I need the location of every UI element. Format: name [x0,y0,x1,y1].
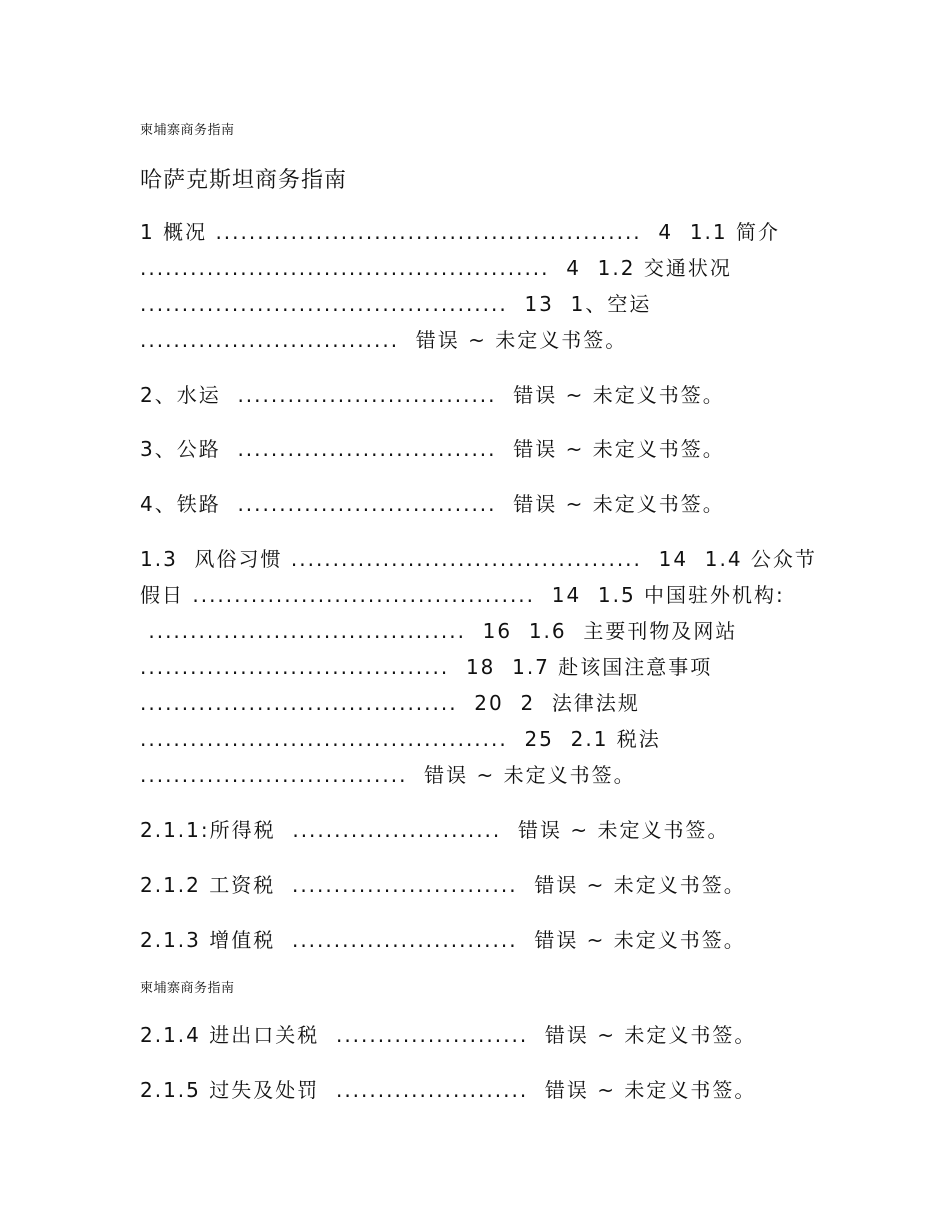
running-header: 柬埔寨商务指南 [140,123,235,138]
toc-line[interactable]: 3、公路 ............................... 错误 ~ 未定义书签。 [140,437,725,461]
toc-line[interactable]: 4、铁路 ............................... 错误 ~ 未定义书签。 [140,492,725,516]
toc-line[interactable]: ................................ 错误 ~ 未定义书签。 [140,763,636,787]
toc-line[interactable]: ............................................ 25 2.1 税法 [140,727,661,751]
toc-line[interactable]: ...................................... 16 1.6 主要刊物及网站 [140,619,738,643]
toc-line[interactable]: 2.1.5 过失及处罚 ....................... 错误 ~ 未定义书签。 [140,1078,757,1102]
toc-line[interactable]: 2.1.4 进出口关税 ....................... 错误 ~ 未定义书签。 [140,1023,757,1047]
toc-line[interactable]: 2.1.3 增值税 ........................... 错误 ~ 未定义书签。 [140,928,746,952]
toc-line[interactable]: ............................... 错误 ~ 未定义书签。 [140,328,628,352]
document-title: 哈萨克斯坦商务指南 [140,168,348,193]
toc-line[interactable]: 2.1.1:所得税 ......................... 错误 ~ 未定义书签。 [140,818,730,842]
toc-line[interactable]: ..................................... 18 1.7 赴该国注意事项 [140,655,713,679]
running-header: 柬埔寨商务指南 [140,981,235,996]
toc-line[interactable]: ...................................... 20 2 法律法规 [140,691,640,715]
toc-line[interactable]: 2.1.2 工资税 ........................... 错误 ~ 未定义书签。 [140,873,746,897]
toc-line[interactable]: 1.3 风俗习惯 .......................................... 14 1.4 公众节 [140,547,817,571]
toc-line[interactable]: ............................................ 13 1、空运 [140,292,652,316]
toc-line[interactable]: 2、水运 ............................... 错误 ~ 未定义书签。 [140,383,725,407]
toc-line[interactable]: ................................................. 4 1.2 交通状况 [140,256,732,280]
toc-line[interactable]: 假日 ......................................... 14 1.5 中国驻外机构: [140,583,785,607]
toc-line[interactable]: 1 概况 ................................................... 4 1.1 简介 [140,220,780,244]
